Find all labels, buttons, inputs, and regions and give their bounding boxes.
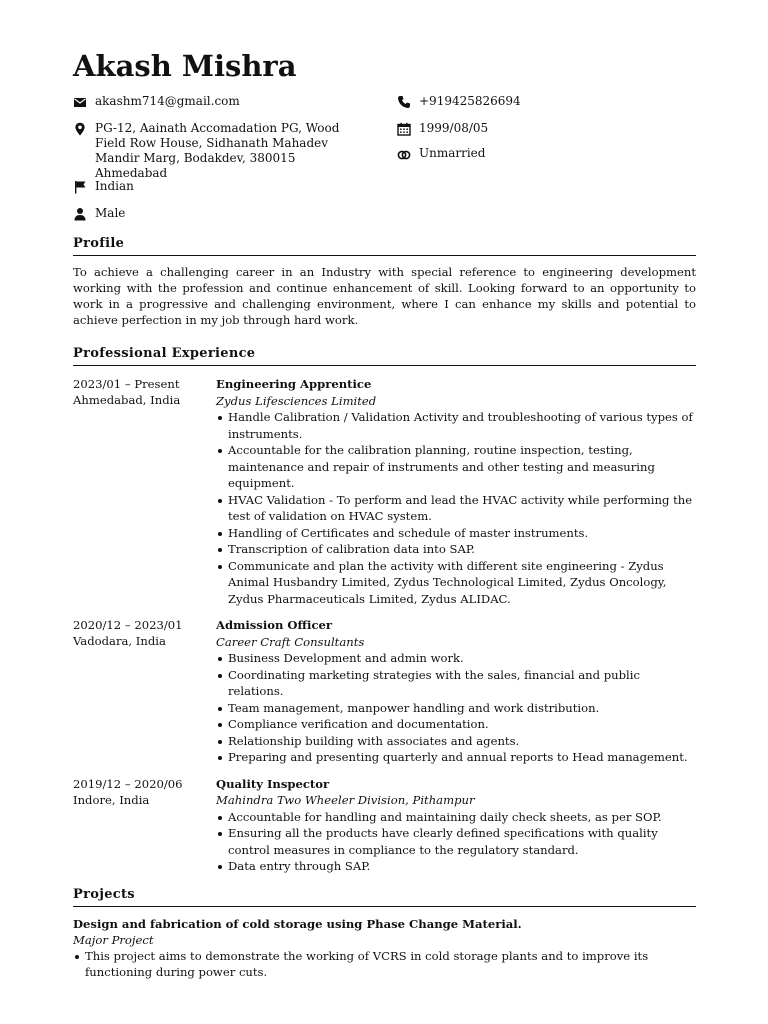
candidate-name: Akash Mishra [73,49,297,83]
project-title: Design and fabrication of cold storage using Phase Change Material. [73,916,522,931]
map-pin-icon [73,122,87,136]
list-item: Business Development and admin work. [228,650,696,667]
experience-dates: 2019/12 – 2020/06 [73,776,183,791]
experience-role: Admission Officer [216,618,332,632]
list-item: Handling of Certificates and schedule of master instruments. [228,525,696,542]
experience-bullets [216,409,696,607]
phone-icon [397,95,411,109]
envelope-icon [73,95,87,109]
experience-item [73,376,696,607]
experience-section [73,346,696,875]
list-item: Compliance verification and documentation. [228,716,696,733]
experience-item [73,617,696,766]
projects-heading: Projects [73,887,696,907]
list-item: Communicate and plan the activity with different site engineering - Zydus Animal Husbandry Limited, Zydus Technological Limited, Zydus Oncology, Zydus Pharmaceuticals Limited, Zydus ALIDAC. [228,558,696,608]
contact-nationality [73,179,134,194]
flag-icon [73,180,87,194]
list-item: Team management, manpower handling and work distribution. [228,700,696,717]
experience-org: Mahindra Two Wheeler Division, Pithampur [216,793,475,807]
contact-dob [397,121,488,136]
contact-block [73,94,696,244]
person-icon [73,207,87,221]
contact-phone [397,94,521,109]
profile-text: To achieve a challenging career in an Industry with special reference to engineering development working with the profession and continue enhancement of skill. Looking forward to an opportunity to work in a progressive and challenging environment, where I can enhance my skills and potential to achieve perfection in my job through hard work. [73,265,696,327]
experience-bullets [216,650,696,766]
experience-location: Ahmedabad, India [73,393,181,407]
experience-dates: 2020/12 – 2023/01 [73,618,183,632]
contact-address [73,121,360,181]
list-item: Transcription of calibration data into SAP. [228,541,696,558]
list-item: Handle Calibration / Validation Activity and troubleshooting of various types of instruments. [228,409,696,442]
experience-role: Engineering Apprentice [216,377,372,391]
profile-heading: Profile [73,236,696,256]
experience-org: Zydus Lifesciences Limited [216,393,377,408]
experience-item [73,776,696,875]
experience-role: Quality Inspector [216,776,330,791]
contact-email [73,94,240,109]
projects-section [73,887,696,980]
profile-section [73,236,696,328]
phone-text: +919425826694 [419,94,521,108]
experience-bullets [216,809,696,875]
list-item: Data entry through SAP. [228,858,696,875]
list-item: This project aims to demonstrate the working of VCRS in cold storage plants and to improve its functioning during power cuts. [85,948,696,980]
contact-gender [73,206,125,221]
contact-marital [397,146,485,161]
project-type: Major Project [73,932,154,947]
list-item: Accountable for handling and maintaining daily check sheets, as per SOP. [228,809,696,826]
list-item: Relationship building with associates and agents. [228,733,696,750]
email-text: akashm714@gmail.com [95,94,240,108]
project-bullets [73,948,696,980]
resume-page [73,44,696,980]
list-item: Ensuring all the products have clearly defined specifications with quality control measures in compliance to the regulatory standard. [228,825,696,858]
experience-heading: Professional Experience [73,346,696,366]
list-item: HVAC Validation - To perform and lead the HVAC activity while performing the test of validation on HVAC system. [228,492,696,525]
list-item: Accountable for the calibration planning, routine inspection, testing, maintenance and repair of instruments and other testing and measuring equipment. [228,442,696,492]
list-item: Coordinating marketing strategies with the sales, financial and public relations. [228,667,696,700]
gender-text: Male [95,206,126,220]
experience-location: Indore, India [73,792,150,807]
rings-icon [397,147,411,161]
nationality-text: Indian [95,179,134,193]
calendar-icon [397,122,411,136]
marital-text: Unmarried [419,146,486,160]
experience-location: Vadodara, India [73,634,166,648]
experience-dates: 2023/01 – Present [73,377,180,391]
dob-text: 1999/08/05 [419,121,489,135]
list-item: Preparing and presenting quarterly and annual reports to Head management. [228,749,696,766]
address-text: PG-12, Aainath Accomadation PG, Wood Field Row House, Sidhanath Mahadev Mandir Marg, Bodakdev, 380015 Ahmedabad [95,121,340,180]
experience-org: Career Craft Consultants [216,634,365,649]
